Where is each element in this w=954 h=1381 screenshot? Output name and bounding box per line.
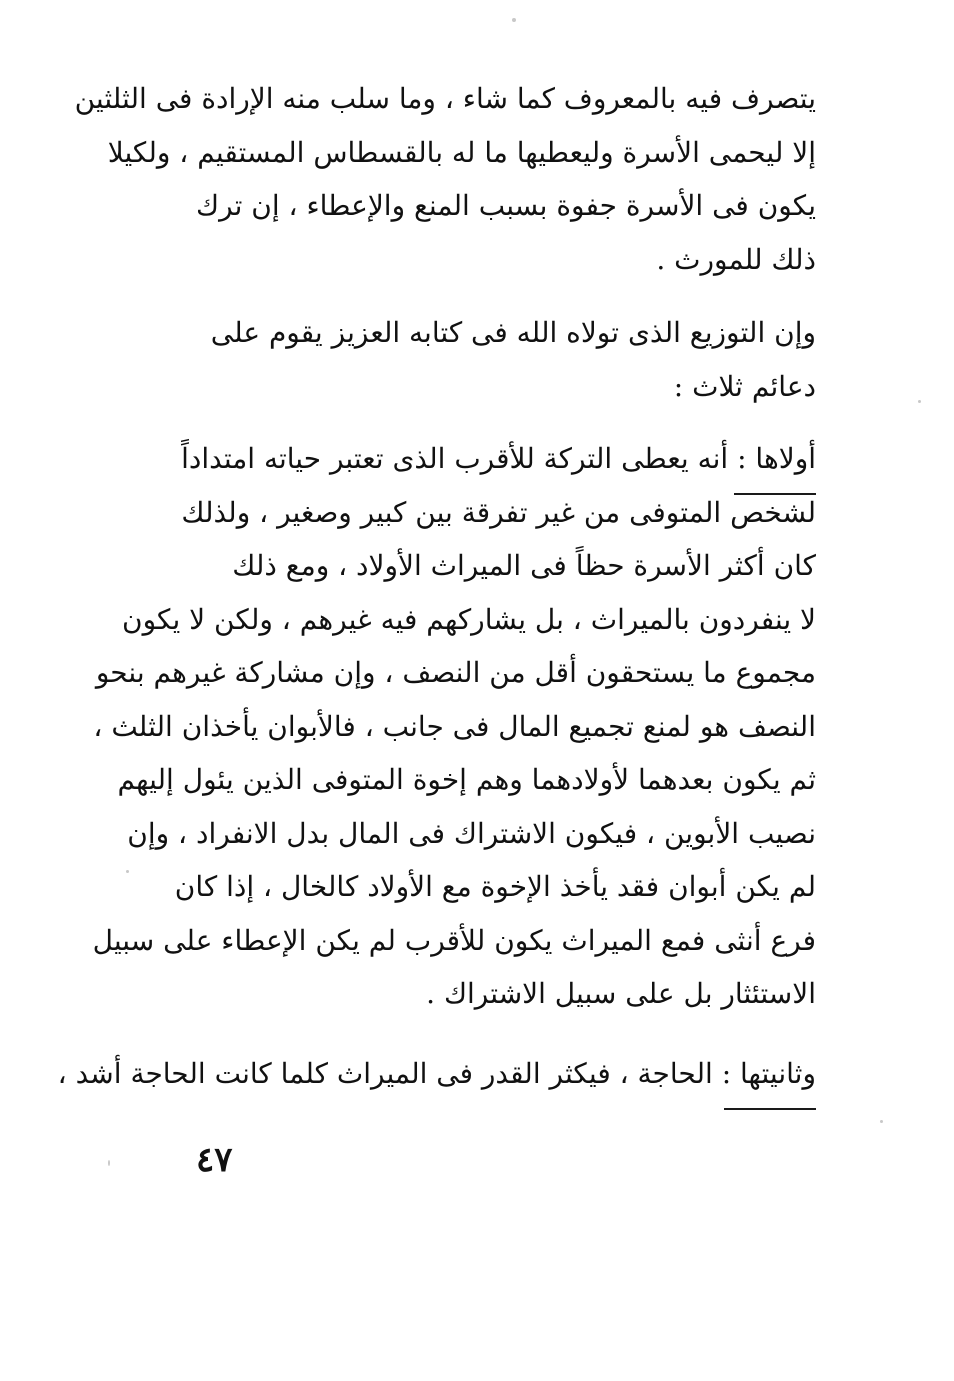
- scan-speck: [108, 1160, 110, 1166]
- text-line-remainder: أنه يعطى التركة للأقرب الذى تعتبر حياته امتداداً: [181, 442, 729, 475]
- first-pillar-heading-text: أولاها :: [737, 442, 816, 475]
- scan-speck: [918, 400, 921, 403]
- text-line: يتصرف فيه بالمعروف كما شاء ، وما سلب منه الإرادة فى الثلثين: [74, 82, 816, 115]
- paragraph-second-pillar: [57, 1047, 816, 1101]
- text-line: ثم يكون بعدهما لأولادهما وهم إخوة المتوفى الذين يئول إليهم: [117, 763, 816, 796]
- scan-speck: [880, 1120, 883, 1123]
- heading-underline: [734, 493, 816, 495]
- first-pillar-heading: [737, 432, 816, 486]
- paragraph-three-pillars-intro: [150, 306, 816, 413]
- scan-speck: [512, 18, 516, 22]
- text-line: النصف هو لمنع تجميع المال فى جانب ، فالأبوان يأخذان الثلث ،: [93, 709, 816, 743]
- second-pillar-heading: [722, 1047, 816, 1101]
- paragraph-first-pillar: [92, 432, 816, 1021]
- heading-underline: [724, 1108, 816, 1110]
- text-line-with-lead: [57, 1047, 816, 1101]
- text-line: لشخص المتوفى من غير تفرقة بين كبير وصغير ، ولذلك: [181, 495, 816, 529]
- text-line: مجموع ما يستحقون أقل من النصف ، وإن مشاركة غيرهم بنحو: [95, 656, 816, 689]
- text-line: إلا ليحمى الأسرة وليعطيها ما له بالقسطاس المستقيم ، ولكيلا: [107, 135, 816, 169]
- paragraph-continuation: [74, 72, 816, 286]
- text-line: يكون فى الأسرة جفوة بسبب المنع والإعطاء ، إن ترك: [196, 189, 816, 222]
- text-line: لا ينفردون بالميراث ، بل يشاركهم فيه غيرهم ، ولكن لا يكون: [122, 602, 816, 636]
- scan-speck: [126, 870, 129, 873]
- text-line: الاستئثار بل على سبيل الاشتراك .: [426, 977, 816, 1010]
- text-line: نصيب الأبوين ، فيكون الاشتراك فى المال بدل الانفراد ، وإن: [127, 816, 816, 850]
- text-line: وإن التوزيع الذى تولاه الله فى كتابه العزيز يقوم على: [210, 316, 816, 349]
- text-line: دعائم ثلاث :: [673, 369, 816, 403]
- text-line: ذلك للمورث .: [656, 242, 816, 276]
- text-line-remainder: الحاجة ، فيكثر القدر فى الميراث كلما كانت الحاجة أشد ،: [57, 1057, 713, 1090]
- text-line: لم يكن أبوان فقد يأخذ الإخوة مع الأولاد كالخال ، إذا كان: [174, 870, 816, 903]
- text-line: فرع أنثى فمع الميراث يكون للأقرب لم يكن الإعطاء على سبيل: [92, 923, 816, 957]
- second-pillar-heading-text: وثانيتها :: [721, 1057, 816, 1090]
- page-number: ٤٧: [196, 1140, 233, 1180]
- text-line: كان أكثر الأسرة حظاً فى الميراث الأولاد ، ومع ذلك: [232, 549, 816, 582]
- text-line-with-lead: [150, 432, 816, 486]
